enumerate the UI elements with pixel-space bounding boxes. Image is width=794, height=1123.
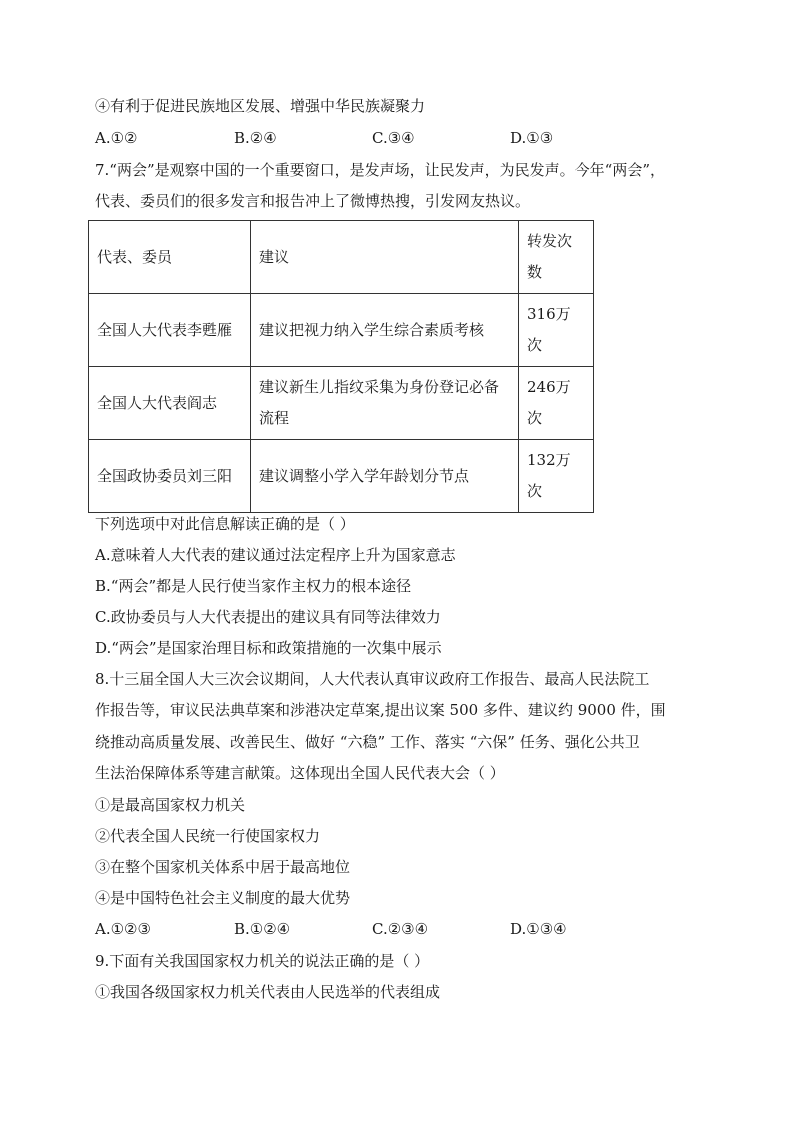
q8-option-d: D.①③④ [510, 920, 567, 938]
q6-option-b: B.②④ [234, 129, 277, 147]
q6-option-a: A.①② [95, 129, 138, 147]
q7-stem-line-1: 7.“两会”是观察中国的一个重要窗口，是发声场，让民发声，为民发声。今年“两会”， [95, 161, 665, 179]
q8-stem-line-4: 生法治保障体系等建言献策。这体现出全国人民代表大会（ ） [95, 764, 505, 782]
q8-stem-line-3: 绕推动高质量发展、改善民生、做好 “六稳” 工作、落实 “六保” 任务、强化公共卫 [95, 733, 640, 751]
table-cell-person: 全国政协委员刘三阳 [89, 440, 251, 513]
q8-statement-2: ②代表全国人民统一行使国家权力 [95, 827, 321, 845]
q8-stem-line-2: 作报告等，审议民法典草案和涉港决定草案,提出议案 500 多件、建议约 9000 件，围 [95, 701, 666, 719]
table-cell-count: 246万次 [519, 367, 594, 440]
q9-statement-1: ①我国各级国家权力机关代表由人民选举的代表组成 [95, 983, 441, 1001]
q9-stem: 9.下面有关我国国家权力机关的说法正确的是（ ） [95, 952, 430, 970]
q8-option-b: B.①②④ [234, 920, 291, 938]
q7-stem-line-2: 代表、委员们的很多发言和报告冲上了微博热搜，引发网友热议。 [95, 192, 531, 210]
q6-option-c: C.③④ [372, 129, 415, 147]
table-header-suggestion: 建议 [251, 221, 519, 294]
table-row [89, 367, 594, 440]
q8-statement-3: ③在整个国家机关体系中居于最高地位 [95, 858, 351, 876]
q8-stem-line-1: 8.十三届全国人大三次会议期间，人大代表认真审议政府工作报告、最高人民法院工 [95, 670, 650, 688]
table-cell-person: 全国人大代表阎志 [89, 367, 251, 440]
q8-options [95, 919, 695, 939]
q8-option-c: C.②③④ [372, 920, 429, 938]
table-cell-suggestion: 建议把视力纳入学生综合素质考核 [251, 294, 519, 367]
q7-option-d: D.“两会”是国家治理目标和政策措施的一次集中展示 [95, 639, 442, 657]
table-cell-person: 全国人大代表李甦雁 [89, 294, 251, 367]
q8-option-a: A.①②③ [95, 920, 151, 938]
q6-options [95, 128, 695, 148]
table-cell-suggestion: 建议调整小学入学年龄划分节点 [251, 440, 519, 513]
table-header-row [89, 221, 594, 294]
table-row [89, 440, 594, 513]
suggestion-table [88, 220, 594, 513]
table-header-count: 转发次数 [519, 221, 594, 294]
table-row [89, 294, 594, 367]
q7-prompt: 下列选项中对此信息解读正确的是（ ） [95, 515, 355, 533]
table-header-person: 代表、委员 [89, 221, 251, 294]
q6-option-d: D.①③ [510, 129, 554, 147]
q6-statement-4: ④有利于促进民族地区发展、增强中华民族凝聚力 [95, 97, 426, 115]
q8-statement-1: ①是最高国家权力机关 [95, 796, 246, 814]
q7-option-c: C.政协委员与人大代表提出的建议具有同等法律效力 [95, 608, 441, 626]
q7-option-b: B.“两会”都是人民行使当家作主权力的根本途径 [95, 577, 412, 595]
table-cell-count: 132万次 [519, 440, 594, 513]
q7-option-a: A.意味着人大代表的建议通过法定程序上升为国家意志 [95, 546, 456, 564]
q8-statement-4: ④是中国特色社会主义制度的最大优势 [95, 889, 351, 907]
table-cell-count: 316万次 [519, 294, 594, 367]
table-cell-suggestion: 建议新生儿指纹采集为身份登记必备流程 [251, 367, 519, 440]
